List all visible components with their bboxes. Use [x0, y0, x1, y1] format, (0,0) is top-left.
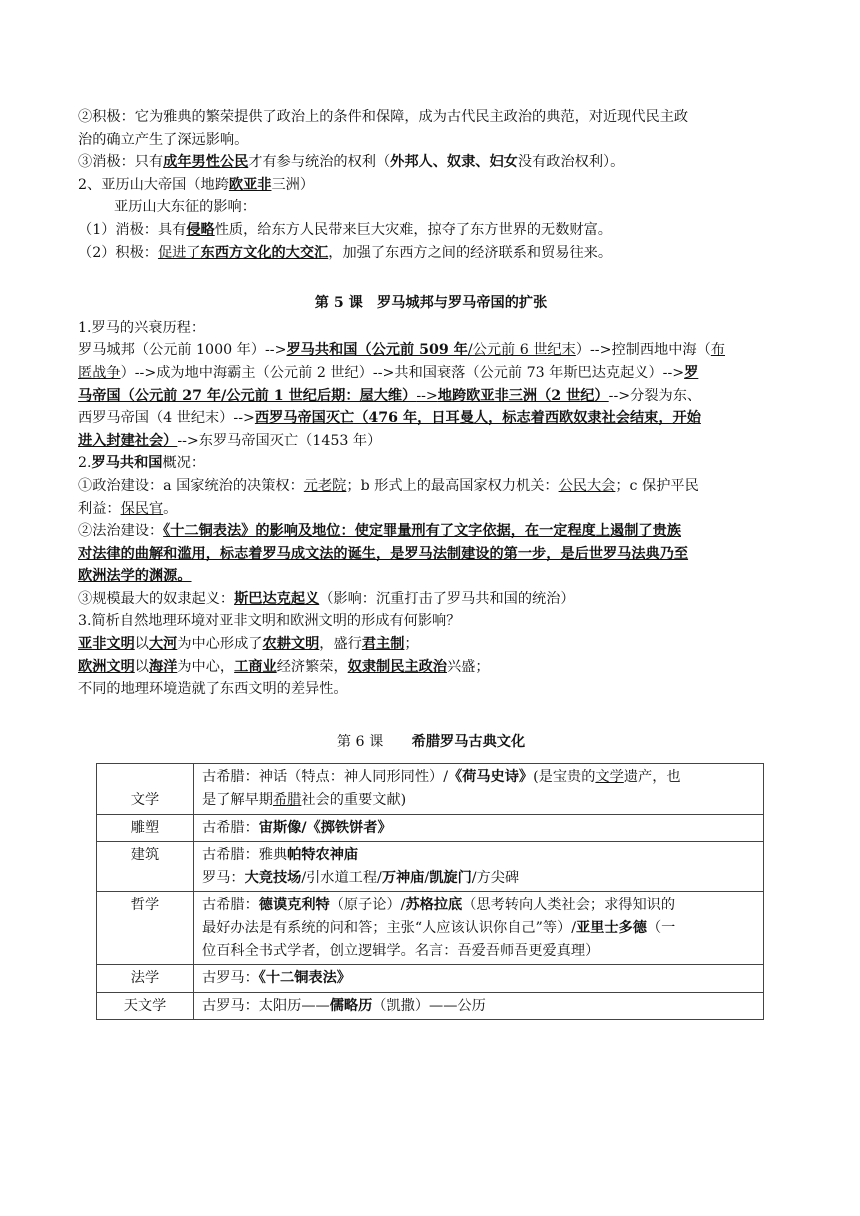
- table-row: [97, 842, 764, 892]
- europe-civilization: 欧洲文明以海洋为中心，工商业经济繁荣，奴隶制民主政治兴盛；: [78, 658, 490, 675]
- row-head-philosophy: 哲学: [97, 892, 194, 965]
- alexander-influence: 亚历山大东征的影响：: [114, 199, 256, 216]
- table-row: [97, 965, 764, 993]
- row-body-literature: 古希腊：神话（特点：神人同形同性）/《荷马史诗》(是宝贵的文学遗产，也 是了解早期希腊社会的重要文献): [194, 764, 764, 814]
- row-body-architecture: 古希腊：雅典帕特农神庙 罗马：大竞技场/引水道工程/万神庙/凯旋门/方尖碑: [194, 842, 764, 892]
- row-body-law: 古罗马：《十二铜表法》: [194, 965, 764, 993]
- row-head-sculpture: 雕塑: [97, 814, 194, 842]
- table-row: [97, 814, 764, 842]
- table-row: [97, 992, 764, 1020]
- rome-history-heading: 1.罗马的兴衰历程：: [78, 319, 206, 336]
- alexander-empire: 2、亚历山大帝国（地跨欧亚非三洲）: [78, 176, 315, 193]
- rome-history-timeline: 罗马城邦（公元前 1000 年）-->罗马共和国（公元前 509 年/公元前 6 世纪末）-->控制西地中海（布 匿战争）-->成为地中海霸主（公元前 2 世纪）-->共和国衰落（公元前 73 年斯巴达克起义）-->罗 马帝国（公元前 27 年/公元前 1 世纪后期：屋大维）-->地跨欧亚非三洲（2 世纪）-->分裂为东、 西罗马帝国（4 世纪末）-->西罗马帝国灭亡（476 年，日耳曼人，标志着西欧奴隶社会结束，开始 进入封建社会）-->东罗马帝国灭亡（1453 年）: [78, 342, 725, 449]
- row-body-astronomy: 古罗马：太阳历——儒略历（凯撒）——公历: [194, 992, 764, 1020]
- row-head-law: 法学: [97, 965, 194, 993]
- geography-conclusion: 不同的地理环境造就了东西文明的差异性。: [78, 681, 348, 698]
- alexander-negative: （1）消极：具有侵略性质，给东方人民带来巨大灾难，掠夺了东方世界的无数财富。: [78, 221, 612, 238]
- republic-law: ②法治建设：《十二铜表法》的影响及地位：使定罪量刑有了文字依据，在一定程度上遏制了贵族 对法律的曲解和滥用，标志着罗马成文法的诞生，是罗马法制建设的第一步，是后世罗马法典乃至 欧洲法学的渊源。: [78, 523, 689, 585]
- lesson6-title: 第 6 课 希腊罗马古典文化: [336, 733, 526, 750]
- table-row: [97, 892, 764, 965]
- row-head-literature: 文学: [97, 764, 194, 814]
- row-head-astronomy: 天文学: [97, 992, 194, 1020]
- row-head-architecture: 建筑: [97, 842, 194, 892]
- republic-politics: ①政治建设：a 国家统治的决策权：元老院；b 形式上的最高国家权力机关：公民大会；c 保护平民 利益：保民官。: [78, 477, 699, 517]
- democracy-positive: ②积极：它为雅典的繁荣提供了政治上的条件和保障，成为古代民主政治的典范，对近现代民主政 治的确立产生了深远影响。: [78, 109, 689, 148]
- lesson5-title: 第 5 课 罗马城邦与罗马帝国的扩张: [314, 295, 548, 312]
- slave-revolt: ③规模最大的奴隶起义：斯巴达克起义（影响：沉重打击了罗马共和国的统治）: [78, 590, 575, 607]
- geography-question: 3.简析自然地理环境对亚非文明和欧洲文明的形成有何影响？: [78, 613, 461, 630]
- document-page: [78, 106, 784, 1020]
- alexander-positive: （2）积极：促进了东西方文化的大交汇，加强了东西方之间的经济联系和贸易往来。: [78, 244, 613, 261]
- democracy-negative: ③消极：只有成年男性公民才有参与统治的权利（外邦人、奴隶、妇女没有政治权利）。: [78, 154, 625, 171]
- row-body-sculpture: 古希腊：宙斯像/《掷铁饼者》: [194, 814, 764, 842]
- row-body-philosophy: 古希腊：德谟克利特（原子论）/苏格拉底（思考转向人类社会；求得知识的 最好办法是有系统的问和答；主张“人应该认识你自己”等）/亚里士多德（一 位百科全书式学者，创立逻辑学。名言：吾爱吾师吾更爱真理）: [194, 892, 764, 965]
- table-row: [97, 764, 764, 814]
- asia-africa-civilization: 亚非文明以大河为中心形成了农耕文明，盛行君主制；: [78, 636, 419, 653]
- republic-heading: 2.罗马共和国概况：: [78, 455, 206, 472]
- culture-table: [96, 763, 764, 1020]
